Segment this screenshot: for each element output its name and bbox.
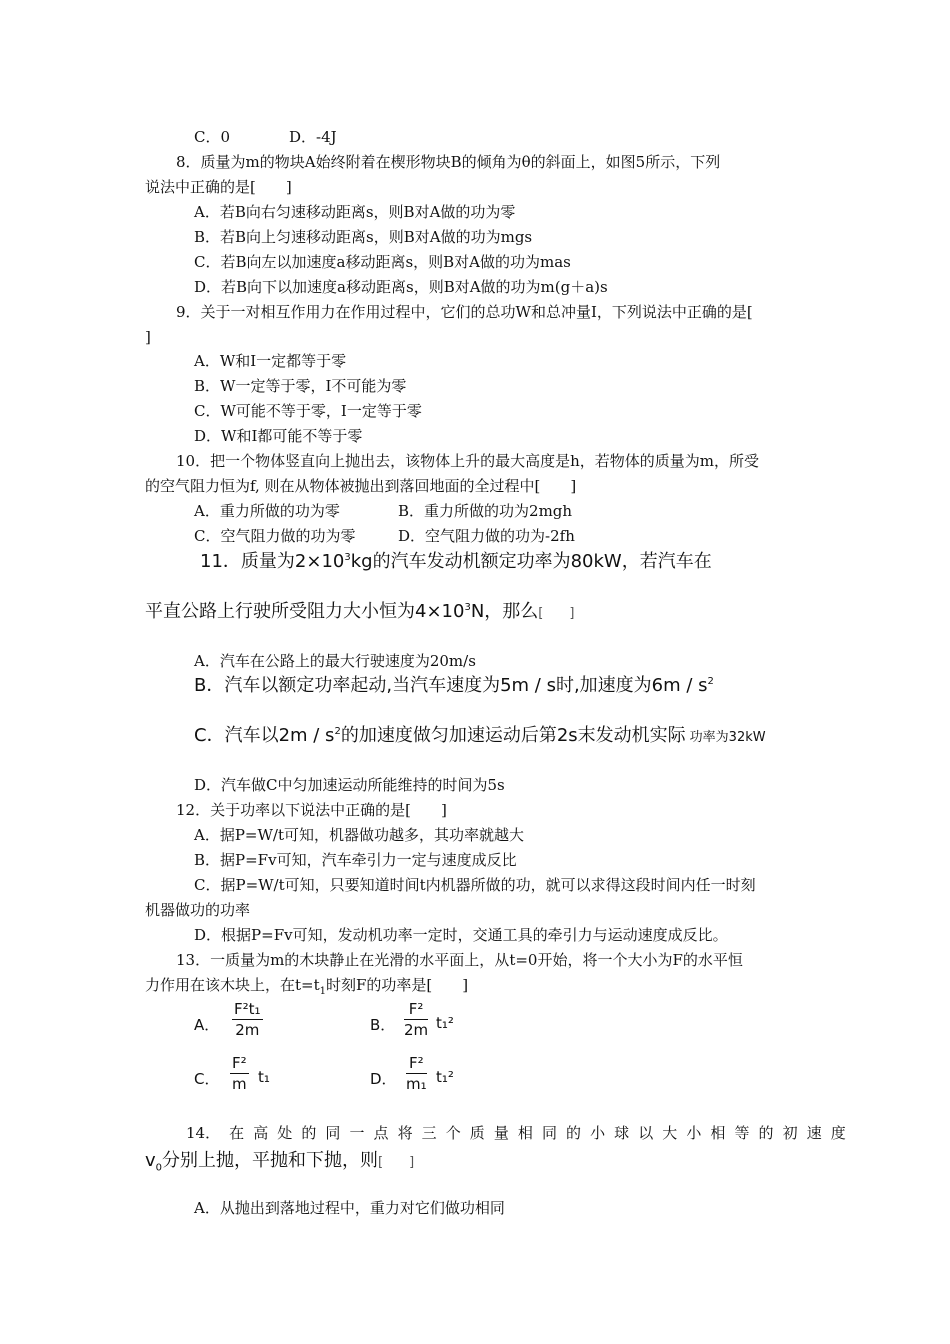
fraction-numerator: F² [408, 1054, 424, 1072]
q13-stem-line2: 力作用在该木块上，在$t=t_1$时刻F的功率是[ ] [145, 976, 469, 997]
q11-option-a: A．汽车在公路上的最大行驶速度为20m/s [194, 652, 476, 670]
q8-option-d: D．若B向下以加速度a移动距离s，则B对A做的功为m(g＋a)s [194, 278, 608, 296]
fraction-bar [404, 1019, 428, 1020]
q14-option-a: A．从抛出到落地过程中，重力对它们做功相同 [194, 1199, 505, 1217]
fraction-numerator: F² [232, 1054, 247, 1072]
fraction-bar [406, 1073, 427, 1074]
answer-bracket: [ ] [378, 1155, 415, 1170]
q8-stem-line2: 说法中正确的是[ ] [145, 178, 292, 196]
answer-bracket: [ ] [538, 606, 575, 621]
q8-option-a: A．若B向右匀速移动距离s，则B对A做的功为零 [194, 203, 516, 221]
q9-option-a: A．W和I一定都等于零 [194, 352, 347, 370]
q10-option-a: A．重力所做的功为零 [194, 502, 340, 520]
q12-option-d: D．根据P=Fv可知，发动机功率一定时，交通工具的牵引力与运动速度成反比。 [194, 926, 728, 944]
q13-option-d-label: D． [370, 1070, 397, 1088]
q11-option-b: B．汽车以额定功率起动,当汽车速度为5m / s时,加速度为$6m / s^2$ [194, 675, 714, 696]
q10-option-c: C．空气阻力做的功为零 [194, 527, 356, 545]
q13-option-d-fraction [406, 1054, 427, 1093]
q10-option-d: D．空气阻力做的功为-2fh [398, 527, 575, 545]
fraction-bar [232, 1019, 263, 1020]
fraction-denominator: 2m [235, 1021, 260, 1039]
q9-option-c: C．W可能不等于零，I一定等于零 [194, 402, 422, 420]
fraction-bar [230, 1073, 249, 1074]
q11-option-c: C．汽车以$2m / s^2$的加速度做匀加速运动后第2s末发动机实际 功率为32kW [194, 725, 766, 746]
q8-option-b: B．若B向上匀速移动距离s，则B对A做的功为mgs [194, 228, 533, 246]
q10-stem-line1: 10．把一个物体竖直向上抛出去，该物体上升的最大高度是h，若物体的质量为m，所受 [176, 452, 759, 470]
fraction-numerator: F²t₁ [234, 1000, 261, 1018]
q10-option-b: B．重力所做的功为2mgh [398, 502, 573, 520]
q11-stem-line1: 11．质量为$2\times 10^3kg$的汽车发动机额定功率为80kW，若汽车在 [200, 551, 712, 572]
q8-option-c: C．若B向左以加速度a移动距离s，则B对A做的功为mas [194, 253, 571, 271]
q13-option-c-fraction [230, 1054, 249, 1093]
q9-stem-line1: 9．关于一对相互作用力在作用过程中，它们的总功W和总冲量I，下列说法中正确的是[ [176, 303, 753, 321]
q13-option-a-fraction [232, 1000, 263, 1039]
q9-option-d: D．W和I都可能不等于零 [194, 427, 363, 445]
q12-option-a: A．据P=W/t可知，机器做功越多，其功率就越大 [194, 826, 524, 844]
q13-option-b-fraction [404, 1000, 428, 1039]
q11-option-d: D．汽车做C中匀加速运动所能维持的时间为5s [194, 776, 505, 794]
q12-option-c-line2: 机器做功的功率 [145, 901, 251, 919]
fraction-denominator: m₁ [406, 1075, 427, 1093]
q12-option-b: B．据P=Fv可知，汽车牵引力一定与速度成反比 [194, 851, 517, 869]
q14-stem-line2: $v_0$分别上抛，平抛和下抛，则[ ] [145, 1150, 415, 1174]
q8-stem-line1: 8．质量为m的物块A始终附着在楔形物块B的倾角为θ的斜面上，如图5所示，下列 [176, 153, 721, 171]
q9-option-b: B．W一定等于零，I不可能为零 [194, 377, 407, 395]
q10-stem-line2: 的空气阻力恒为f, 则在从物体被抛出到落回地面的全过程中[ ] [145, 477, 577, 495]
q12-stem: 12．关于功率以下说法中正确的是[ ] [176, 801, 447, 819]
fraction-numerator: F² [408, 1000, 424, 1018]
q13-option-a-label: A． [194, 1016, 220, 1034]
q7-option-d: D．-4J [289, 128, 337, 146]
q14-stem-line1: 14． 在 高 处 的 同 一 点 将 三 个 质 量 相 同 的 小 球 以 大 小 相 等 的 初 速 度 [186, 1124, 846, 1142]
q13-stem-line1: 13．一质量为m的木块静止在光滑的水平面上，从t=0开始，将一个大小为F的水平恒 [176, 951, 743, 969]
q7-option-c: C．0 [194, 128, 231, 146]
q13-option-b-factor: t₁² [436, 1014, 454, 1032]
q13-option-d-factor: t₁² [436, 1068, 454, 1086]
q13-option-c-factor: t₁ [258, 1068, 270, 1086]
fraction-denominator: 2m [404, 1021, 429, 1039]
q12-option-c-line1: C．据P=W/t可知，只要知道时间t内机器所做的功，就可以求得这段时间内任一时刻 [194, 876, 756, 894]
fraction-denominator: m [232, 1075, 247, 1093]
q13-option-b-label: B． [370, 1016, 396, 1034]
q9-stem-line2: ] [145, 328, 151, 346]
q13-option-c-label: C． [194, 1070, 220, 1088]
q11-stem-line2: 平直公路上行驶所受阻力大小恒为$4\times 10^3N$，那么[ ] [145, 601, 575, 622]
